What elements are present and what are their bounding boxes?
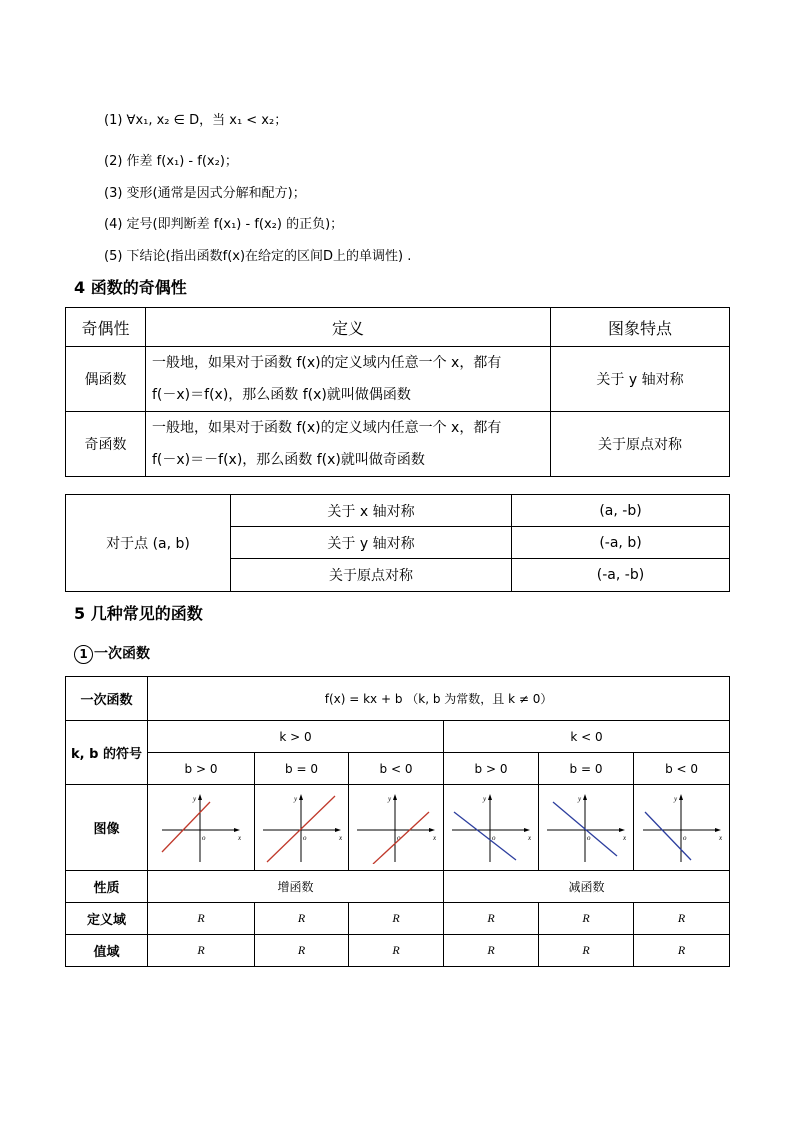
b-condition: b > 0 [444, 753, 539, 785]
decreasing-line-graph [543, 792, 629, 864]
b-condition: b < 0 [349, 753, 444, 785]
symmetry-type: 关于 x 轴对称 [231, 495, 512, 527]
origin-label: o [302, 833, 306, 842]
b-condition: b < 0 [634, 753, 730, 785]
line-graph-cell [444, 785, 539, 871]
definition-line-1: 一般地，如果对于函数 f(x)的定义域内任意一个 x，都有 [152, 420, 502, 436]
row-label-signs: k, b 的符号 [66, 721, 148, 785]
circled-number: 1 [74, 645, 93, 664]
linear-function-table [65, 676, 730, 967]
subsection-label: 一次函数 [94, 646, 150, 662]
point-label: 对于点 (a, b) [66, 495, 231, 592]
definition-line-2: f(－x)＝f(x)，那么函数 f(x)就叫做偶函数 [152, 387, 411, 403]
row-label-graph: 图像 [66, 785, 148, 871]
parity-definition [146, 347, 551, 412]
parity-definition [146, 412, 551, 477]
definition-line-1: 一般地，如果对于函数 f(x)的定义域内任意一个 x，都有 [152, 355, 502, 371]
y-axis-label: y [293, 794, 297, 803]
k-positive: k > 0 [148, 721, 444, 753]
symmetry-result: (a, -b) [512, 495, 730, 527]
y-axis-arrow [393, 794, 397, 800]
x-axis-arrow [715, 828, 721, 832]
step-3: (3) 变形(通常是因式分解和配方)； [104, 186, 306, 201]
range-value: R [444, 935, 539, 967]
section-4-title: 4 函数的奇偶性 [74, 278, 187, 297]
increasing-label: 增函数 [148, 871, 444, 903]
domain-value: R [255, 903, 349, 935]
origin-label: o [587, 833, 591, 842]
point-symmetry-table [65, 494, 730, 592]
parity-row-even [66, 347, 730, 412]
domain-value: R [349, 903, 444, 935]
y-axis-arrow [583, 794, 587, 800]
decreasing-line-graph [639, 792, 725, 864]
decreasing-label: 减函数 [444, 871, 730, 903]
x-axis-arrow [335, 828, 341, 832]
x-axis-arrow [429, 828, 435, 832]
x-axis-arrow [524, 828, 530, 832]
parity-name: 奇函数 [66, 412, 146, 477]
parity-header-type: 奇偶性 [66, 308, 146, 347]
y-axis-label: y [578, 794, 582, 803]
y-axis-arrow [488, 794, 492, 800]
domain-value: R [444, 903, 539, 935]
parity-header-definition: 定义 [146, 308, 551, 347]
step-1: (1) ∀x₁, x₂ ∈ D，当 x₁ < x₂； [104, 113, 288, 128]
step-5: (5) 下结论(指出函数f(x)在给定的区间D上的单调性) . [104, 249, 412, 264]
y-axis-label: y [193, 794, 197, 803]
function-line [454, 812, 516, 860]
y-axis-label: y [673, 794, 677, 803]
symmetry-type: 关于原点对称 [231, 559, 512, 592]
parity-feature: 关于 y 轴对称 [551, 347, 730, 412]
origin-label: o [682, 833, 687, 842]
line-graph-cell [148, 785, 255, 871]
b-condition: b = 0 [539, 753, 634, 785]
row-label-domain: 定义域 [66, 903, 148, 935]
x-axis-arrow [619, 828, 625, 832]
row-label-property: 性质 [66, 871, 148, 903]
line-graph-cell [255, 785, 349, 871]
parity-row-odd [66, 412, 730, 477]
row-label-range: 值域 [66, 935, 148, 967]
y-axis-arrow [299, 794, 303, 800]
step-4: (4) 定号(即判断差 f(x₁) - f(x₂) 的正负)； [104, 217, 344, 232]
linear-formula: f(x) = kx + b （k, b 为常数，且 k ≠ 0） [148, 677, 730, 721]
range-value: R [634, 935, 730, 967]
x-axis-label: x [718, 833, 722, 842]
section-5-title: 5 几种常见的函数 [74, 604, 203, 623]
x-axis-label: x [623, 833, 627, 842]
parity-table [65, 307, 730, 477]
b-condition: b = 0 [255, 753, 349, 785]
x-axis-arrow [234, 828, 240, 832]
x-axis-label: x [528, 833, 532, 842]
function-line [162, 802, 210, 852]
parity-header-feature: 图象特点 [551, 308, 730, 347]
y-axis-label: y [388, 794, 392, 803]
domain-value: R [539, 903, 634, 935]
subsection-linear-title [74, 643, 150, 664]
range-value: R [539, 935, 634, 967]
x-axis-label: x [338, 833, 342, 842]
k-negative: k < 0 [444, 721, 730, 753]
range-value: R [255, 935, 349, 967]
x-axis-label: x [238, 833, 242, 842]
increasing-line-graph [259, 792, 345, 864]
step-2: (2) 作差 f(x₁) - f(x₂)； [104, 154, 238, 169]
y-axis-label: y [483, 794, 487, 803]
parity-feature: 关于原点对称 [551, 412, 730, 477]
domain-value: R [148, 903, 255, 935]
increasing-line-graph [353, 792, 439, 864]
origin-label: o [397, 833, 401, 842]
function-line [373, 812, 429, 864]
definition-line-2: f(－x)＝－f(x)，那么函数 f(x)就叫做奇函数 [152, 452, 425, 468]
increasing-line-graph [158, 792, 244, 864]
range-value: R [148, 935, 255, 967]
domain-value: R [634, 903, 730, 935]
line-graph-cell [634, 785, 730, 871]
symmetry-result: (-a, b) [512, 527, 730, 559]
y-axis-arrow [198, 794, 202, 800]
symmetry-type: 关于 y 轴对称 [231, 527, 512, 559]
parity-name: 偶函数 [66, 347, 146, 412]
x-axis-label: x [433, 833, 437, 842]
line-graph-cell [539, 785, 634, 871]
decreasing-line-graph [448, 792, 534, 864]
line-graph-cell [349, 785, 444, 871]
symmetry-result: (-a, -b) [512, 559, 730, 592]
origin-label: o [492, 833, 496, 842]
origin-label: o [202, 833, 206, 842]
b-condition: b > 0 [148, 753, 255, 785]
y-axis-arrow [679, 794, 683, 800]
row-label-linear: 一次函数 [66, 677, 148, 721]
range-value: R [349, 935, 444, 967]
